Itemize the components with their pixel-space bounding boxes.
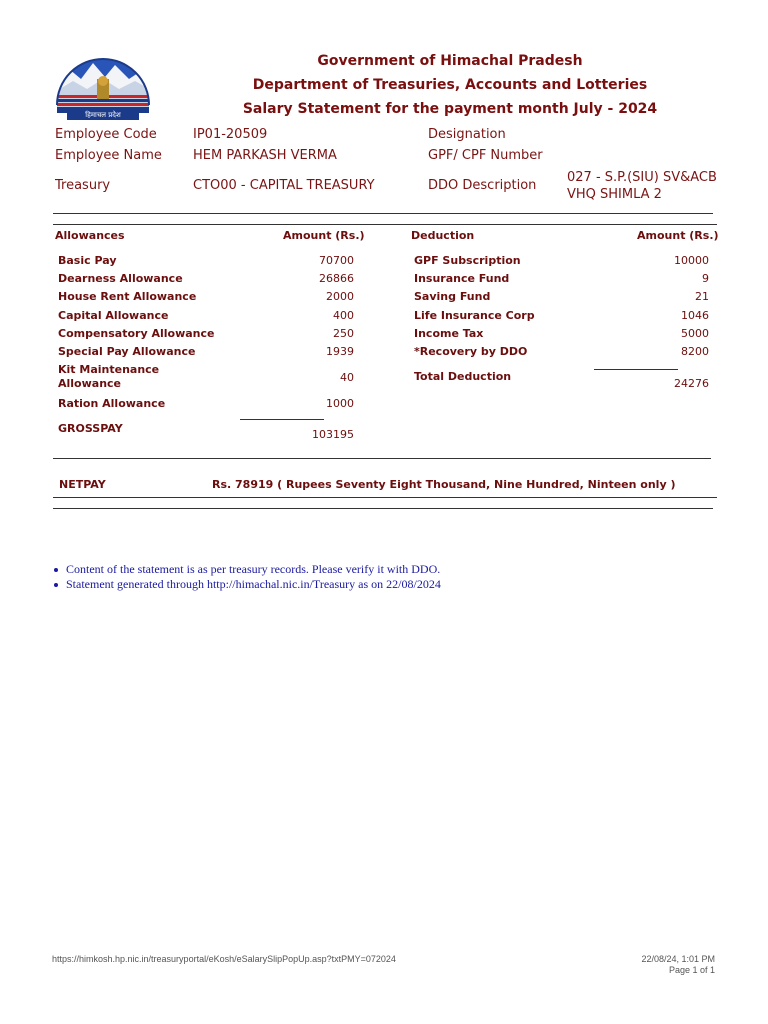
allowance-label: Compensatory Allowance [58,327,215,340]
allowance-label: Basic Pay [58,254,117,267]
divider [53,458,711,459]
employee-name-value: HEM PARKASH VERMA [193,148,337,163]
allowance-amount: 250 [333,327,354,340]
deduction-amount: 10000 [674,254,709,267]
deduction-label: Income Tax [414,327,484,340]
deduction-label: *Recovery by DDO [414,345,528,358]
footer-datetime: 22/08/24, 1:01 PM [641,954,715,964]
allowance-amount: 1939 [326,345,354,358]
allowance-amount: 1000 [326,397,354,410]
grosspay-value: 103195 [312,428,354,441]
allowances-amount-header: Amount (Rs.) [283,229,365,242]
deduction-label: GPF Subscription [414,254,521,267]
allowance-amount: 70700 [319,254,354,267]
ddo-description-label: DDO Description [428,178,537,193]
bullet-icon [54,583,58,587]
deduction-sum-rule [594,369,678,370]
treasury-label: Treasury [55,178,111,193]
ddo-description-line2: VHQ SHIMLA 2 [567,187,662,202]
netpay-label: NETPAY [59,478,106,491]
allowance-label: Capital Allowance [58,309,169,322]
divider [53,224,717,225]
deduction-label: Life Insurance Corp [414,309,535,322]
gross-sum-rule [240,419,324,420]
deduction-label: Insurance Fund [414,272,510,285]
bullet-icon [54,568,58,572]
deduction-amount-header: Amount (Rs.) [637,229,719,242]
deduction-label: Saving Fund [414,290,491,303]
logo-caption: हिमाचल प्रदेश [85,111,121,119]
employee-code-value: IP01-20509 [193,127,268,142]
total-deduction-value: 24276 [674,377,709,390]
deduction-header: Deduction [411,229,475,242]
grosspay-label: GROSSPAY [58,422,123,435]
footer-page-number: Page 1 of 1 [668,965,715,975]
allowance-amount: 26866 [319,272,354,285]
netpay-text: Rs. 78919 ( Rupees Seventy Eight Thousand, Nine Hundred, Ninteen only ) [212,478,676,491]
header-department: Department of Treasuries, Accounts and Lotteries [252,77,648,93]
allowance-label: Special Pay Allowance [58,345,196,358]
note-records: Content of the statement is as per treasury records. Please verify it with DDO. [66,562,441,576]
header-government: Government of Himachal Pradesh [317,53,583,69]
gpf-number-label: GPF/ CPF Number [428,148,543,163]
employee-name-label: Employee Name [55,148,162,163]
allowance-label-line1: Kit Maintenance [58,363,160,376]
allowance-label: House Rent Allowance [58,290,197,303]
allowance-amount: 400 [333,309,354,322]
deduction-amount: 21 [695,290,709,303]
allowance-amount: 2000 [326,290,354,303]
employee-code-label: Employee Code [55,127,157,142]
note-generated: Statement generated through http://himachal.nic.in/Treasury as on 22/08/2024 [66,577,441,591]
state-emblem-logo [53,53,153,123]
allowance-label-line2: Allowance [58,377,122,390]
header-salary-statement: Salary Statement for the payment month July - 2024 [242,101,658,117]
allowances-header: Allowances [55,229,125,242]
divider [53,213,713,214]
footer-url[interactable]: https://himkosh.hp.nic.in/treasuryportal/eKosh/eSalarySlipPopUp.asp?txtPMY=072024 [52,954,396,964]
designation-label: Designation [428,127,506,142]
ddo-description-line1: 027 - S.P.(SIU) SV&ACB [567,170,717,185]
deduction-amount: 8200 [681,345,709,358]
allowance-label: Ration Allowance [58,397,166,410]
deduction-amount: 9 [702,272,709,285]
divider [53,497,717,498]
allowance-amount: 40 [340,371,354,384]
deduction-amount: 5000 [681,327,709,340]
allowance-label: Dearness Allowance [58,272,183,285]
treasury-value: CTO00 - CAPITAL TREASURY [193,178,375,193]
total-deduction-label: Total Deduction [414,370,512,383]
divider [53,508,713,509]
deduction-amount: 1046 [681,309,709,322]
